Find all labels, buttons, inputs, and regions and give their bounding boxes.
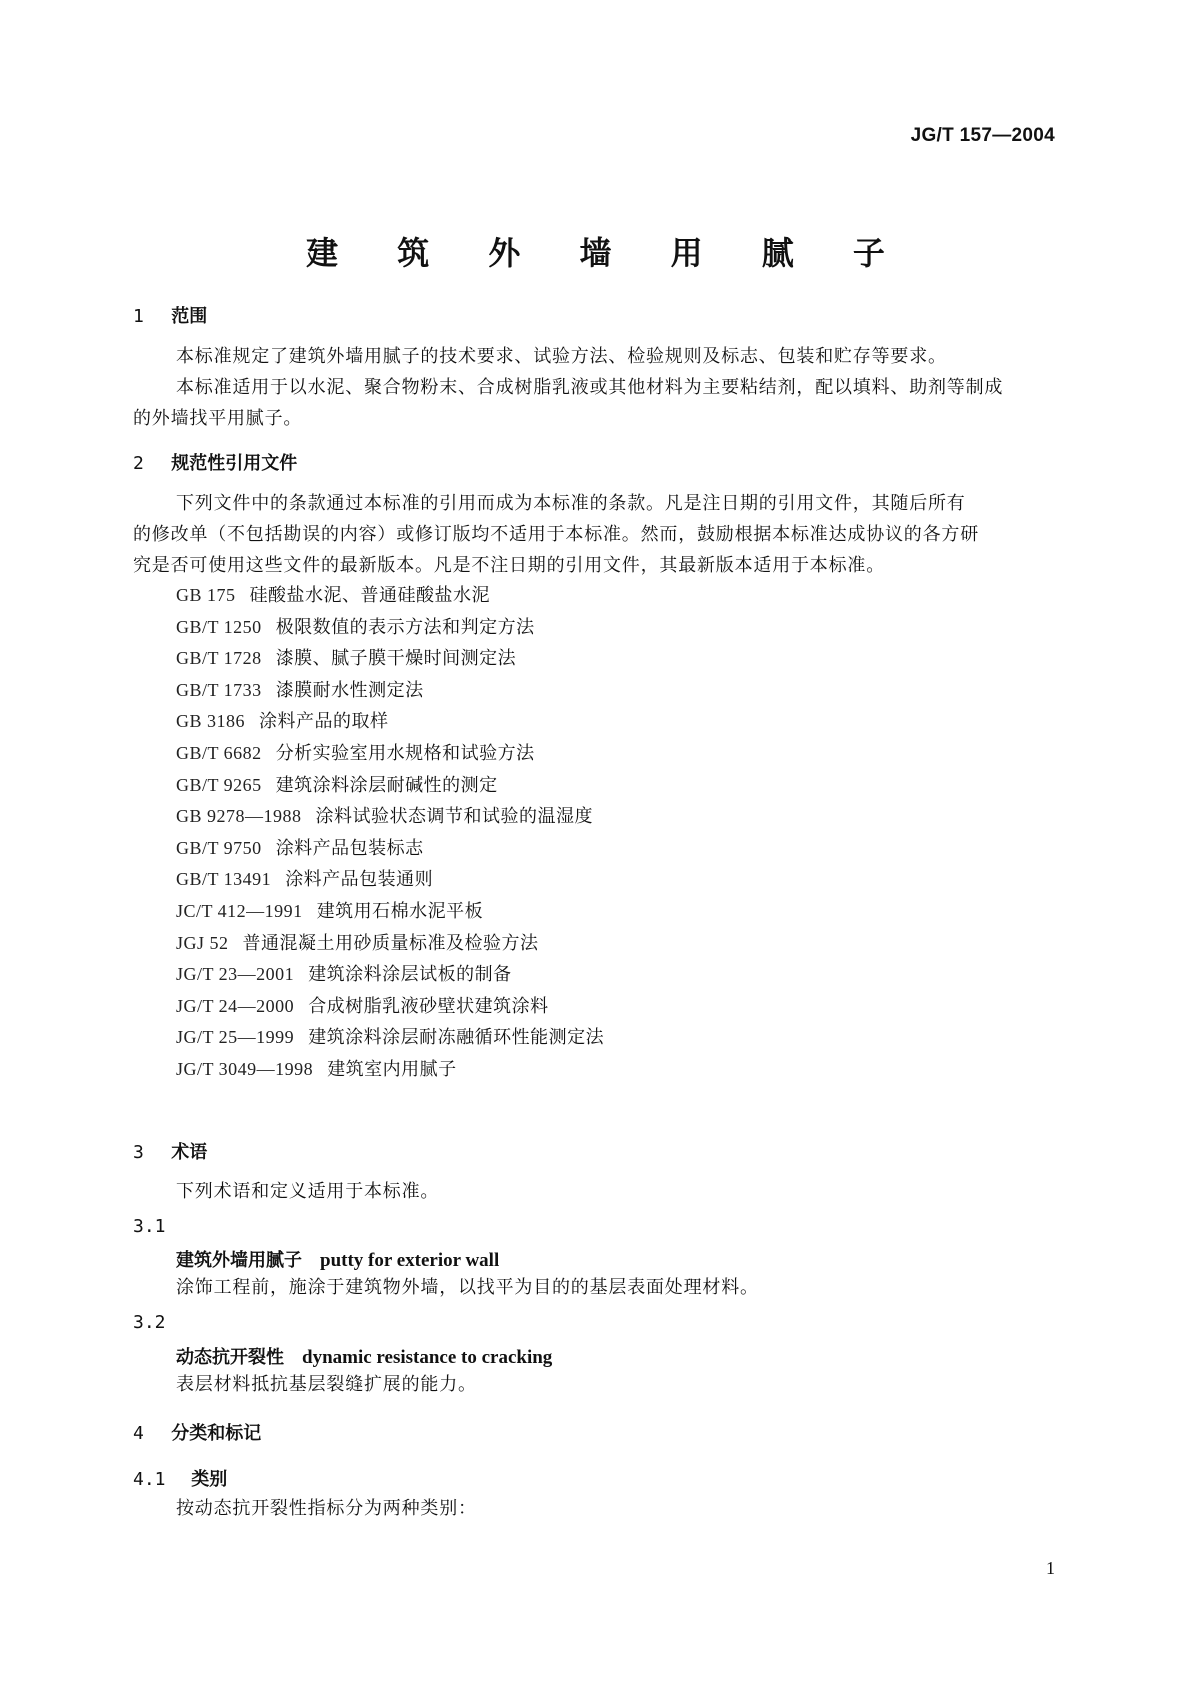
list-item (176, 612, 604, 644)
term-3-1-definition: 涂饰工程前，施涂于建筑物外墙，以找平为目的的基层表面处理材料。 (176, 1277, 759, 1298)
section-3-heading (133, 1138, 207, 1164)
reference-title: 漆膜、腻子膜干燥时间测定法 (275, 648, 517, 670)
reference-code: JG/T 24—2000 (176, 995, 295, 1016)
category-description: 按动态抗开裂性指标分为两种类别： (176, 1498, 477, 1519)
term-3-1-number: 3.1 (133, 1216, 166, 1237)
scope-paragraph-2-line-1: 本标准适用于以水泥、聚合物粉末、合成树脂乳液或其他材料为主要粘结剂，配以填料、助剂等制成 (176, 377, 1004, 398)
reference-title: 建筑涂料涂层试板的制备 (308, 964, 512, 986)
section-title: 范围 (171, 306, 208, 327)
list-item (176, 896, 604, 928)
section-title: 分类和标记 (171, 1423, 262, 1444)
list-item (176, 864, 604, 896)
list-item (176, 959, 604, 991)
term-3-2-heading (176, 1343, 552, 1369)
reference-code: GB 175 (176, 585, 236, 605)
reference-title: 涂料产品包装通则 (285, 869, 434, 891)
reference-code: JG/T 23—2001 (176, 964, 295, 985)
list-item (176, 991, 604, 1023)
reference-title: 普通混凝土用砂质量标准及检验方法 (242, 932, 539, 954)
references-intro-line-3: 究是否可使用这些文件的最新版本。凡是不注日期的引用文件，其最新版本适用于本标准。 (133, 555, 885, 576)
list-item (176, 643, 604, 675)
section-title: 规范性引用文件 (171, 453, 298, 474)
reference-title: 涂料产品包装标志 (275, 837, 424, 859)
reference-title: 分析实验室用水规格和试验方法 (275, 742, 535, 764)
subsection-number: 4.1 (133, 1469, 166, 1490)
references-intro-line-2: 的修改单（不包括勘误的内容）或修订版均不适用于本标准。然而，鼓励根据本标准达成协议的各方研 (133, 524, 979, 545)
section-number: 1 (133, 306, 144, 327)
document-title: 建 筑 外 墙 用 腻 子 (306, 234, 909, 272)
term-english-name: putty for exterior wall (320, 1250, 500, 1271)
reference-title: 硅酸盐水泥、普通硅酸盐水泥 (249, 585, 491, 606)
reference-title: 建筑涂料涂层耐碱性的测定 (275, 774, 498, 796)
list-item (176, 1054, 604, 1086)
reference-code: JG/T 25—1999 (176, 1027, 295, 1048)
reference-title: 建筑涂料涂层耐冻融循环性能测定法 (308, 1027, 605, 1049)
section-1-heading (133, 302, 207, 328)
reference-title: 合成树脂乳液砂壁状建筑涂料 (308, 995, 549, 1017)
list-item (176, 801, 604, 833)
list-item (176, 675, 604, 707)
section-title: 术语 (171, 1142, 208, 1163)
term-chinese-name: 动态抗开裂性 (176, 1347, 284, 1368)
standard-code: JG/T 157—2004 (910, 125, 1055, 146)
subsection-title: 类别 (191, 1469, 228, 1490)
section-2-heading (133, 449, 297, 475)
reference-code: GB 9278—1988 (176, 806, 302, 827)
reference-title: 建筑室内用腻子 (327, 1058, 457, 1080)
section-number: 3 (133, 1142, 144, 1163)
list-item (176, 770, 604, 802)
reference-list (176, 580, 604, 1086)
reference-code: JG/T 3049—1998 (176, 1058, 314, 1079)
reference-title: 涂料产品的取样 (259, 711, 389, 733)
subsection-4-1-heading (133, 1465, 227, 1491)
term-chinese-name: 建筑外墙用腻子 (176, 1250, 302, 1271)
reference-code: GB/T 6682 (176, 742, 262, 763)
reference-code: GB/T 1728 (176, 648, 262, 669)
reference-code: JGJ 52 (176, 932, 229, 953)
reference-code: GB/T 9265 (176, 774, 262, 795)
reference-code: JC/T 412—1991 (176, 900, 303, 921)
list-item (176, 580, 604, 612)
list-item (176, 706, 604, 738)
section-4-heading (133, 1419, 261, 1445)
scope-paragraph-2-line-2: 的外墙找平用腻子。 (133, 408, 303, 429)
reference-title: 极限数值的表示方法和判定方法 (275, 616, 535, 638)
list-item (176, 1022, 604, 1054)
term-3-1-heading (176, 1246, 499, 1272)
reference-code: GB/T 1250 (176, 616, 262, 637)
term-3-2-number: 3.2 (133, 1312, 166, 1333)
section-number: 4 (133, 1423, 144, 1444)
reference-code: GB/T 9750 (176, 837, 262, 858)
list-item (176, 738, 604, 770)
terms-intro: 下列术语和定义适用于本标准。 (176, 1181, 440, 1202)
list-item (176, 833, 604, 865)
list-item (176, 928, 604, 960)
reference-code: GB/T 1733 (176, 679, 262, 700)
reference-title: 涂料试验状态调节和试验的温湿度 (315, 806, 594, 828)
reference-code: GB/T 13491 (176, 869, 272, 890)
term-3-2-definition: 表层材料抵抗基层裂缝扩展的能力。 (176, 1374, 477, 1395)
reference-code: GB 3186 (176, 711, 246, 732)
reference-title: 漆膜耐水性测定法 (275, 679, 424, 701)
page-number: 1 (1046, 1558, 1055, 1578)
reference-title: 建筑用石棉水泥平板 (316, 900, 484, 922)
scope-paragraph-1: 本标准规定了建筑外墙用腻子的技术要求、试验方法、检验规则及标志、包装和贮存等要求。 (176, 346, 947, 367)
references-intro-line-1: 下列文件中的条款通过本标准的引用而成为本标准的条款。凡是注日期的引用文件，其随后所有 (176, 493, 966, 514)
term-english-name: dynamic resistance to cracking (302, 1347, 553, 1368)
section-number: 2 (133, 453, 144, 474)
